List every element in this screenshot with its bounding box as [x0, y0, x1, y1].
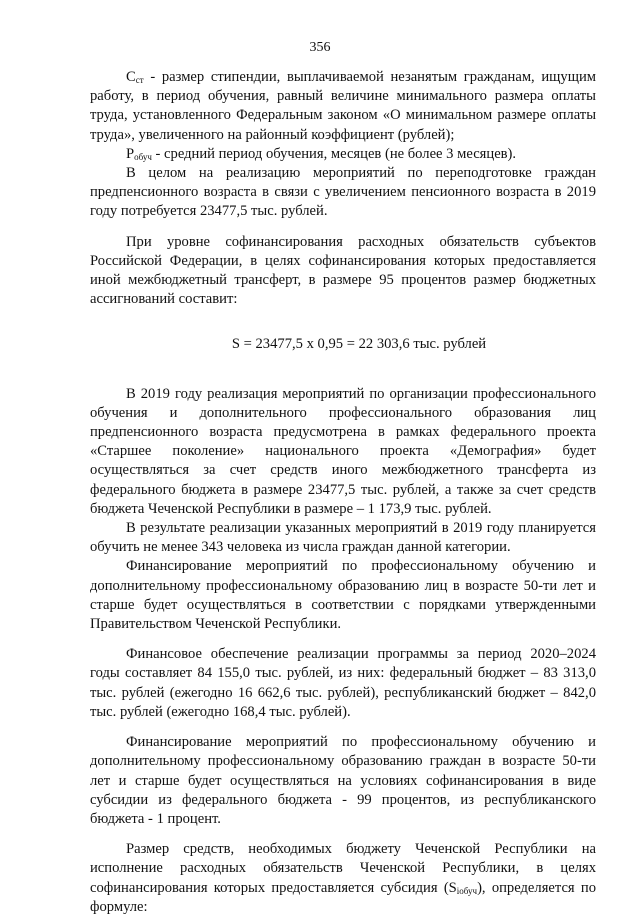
- paragraph-results: В результате реализации указанных мероприятий в 2019 году планируется обучить не менее 343 человека из числа граждан данной категории.: [90, 520, 596, 556]
- paragraph-program-funding: Финансовое обеспечение реализации программы за период 2020–2024 годы составляет 84 155,0 тыс. рублей, из них: федеральный бюджет – 83 313,0 тыс. рублей (ежегодно 16 662,6 тыс. рублей), республиканский бюджет – 842,0 тыс. рублей (ежегодно 168,4 тыс. рублей).: [90, 646, 596, 720]
- symbol-r-subscript: обуч: [134, 151, 152, 162]
- subsidy-text-after: ), определяется по формуле:: [90, 879, 596, 915]
- subsidy-subscript: iобуч: [456, 885, 478, 896]
- formula-s: S = 23477,5 x 0,95 = 22 303,6 тыс. рублей: [231, 336, 487, 353]
- definition-cst: [90, 68, 596, 145]
- symbol-c: С: [126, 69, 136, 85]
- paragraph-cofinancing-terms: Финансирование мероприятий по профессиональному обучению и дополнительному профессиональному образованию граждан в возрасте 50-ти лет и старше будет осуществляться на условиях софинансирования в виде субсидии из федерального бюджета - 99 процентов, из республиканского бюджета - 1 процент.: [90, 734, 596, 827]
- definition-cst-text: - размер стипендии, выплачиваемой незанятым гражданам, ищущим работу, в период обучения, равный величине минимального размера оплаты труда, установленного Федеральным законом «О минимальном размере оплаты труда», увеличенного на районный коэффициент (рублей);: [90, 69, 596, 143]
- paragraph-cofinancing: При уровне софинансирования расходных обязательств субъектов Российской Федерации, в целях софинансирования которых предоставляется иной межбюджетный трансферт, в размере 95 процентов размер бюджетных ассигнований составит:: [90, 233, 596, 308]
- definition-robuch: [90, 145, 596, 164]
- paragraph-subsidy-formula-intro: [90, 840, 596, 917]
- symbol-r: Р: [126, 145, 135, 162]
- paragraph-2019-implementation: В 2019 году реализация мероприятий по организации профессионального обучения и дополнительного профессионального образования лиц предпенсионного возраста предусмотрена в рамках федерального проекта «Старшее поколение» национального проекта «Демография» будет осуществляться за счет средств иного межбюджетного трансферта из федерального бюджета в размере 23477,5 тыс. рублей, а также за счет средств бюджета Чеченской Республики в размере – 1 173,9 тыс. рублей.: [90, 385, 596, 517]
- page-body: [90, 68, 596, 917]
- subsidy-text-before: Размер средств, необходимых бюджету Чеченской Республики на исполнение расходных обязательств Чеченской Республики, в целях софинансирования которых предоставляется субсидия (S: [90, 841, 596, 896]
- symbol-c-subscript: ст: [135, 75, 144, 85]
- paragraph-total-cost: В целом на реализацию мероприятий по переподготовке граждан предпенсионного возраста в связи с увеличением пенсионного возраста в 2019 году потребуется 23477,5 тыс. рублей.: [90, 165, 596, 220]
- paragraph-financing-order: Финансирование мероприятий по профессиональному обучению и дополнительному профессиональному образованию лиц в возрасте 50-ти лет и старше будет осуществляться в соответствии с порядками утвержденными Правительством Чеченской Республики.: [90, 558, 596, 633]
- definition-robuch-text: - средний период обучения, месяцев (не более 3 месяцев).: [151, 145, 517, 162]
- page-number: 356: [309, 40, 331, 55]
